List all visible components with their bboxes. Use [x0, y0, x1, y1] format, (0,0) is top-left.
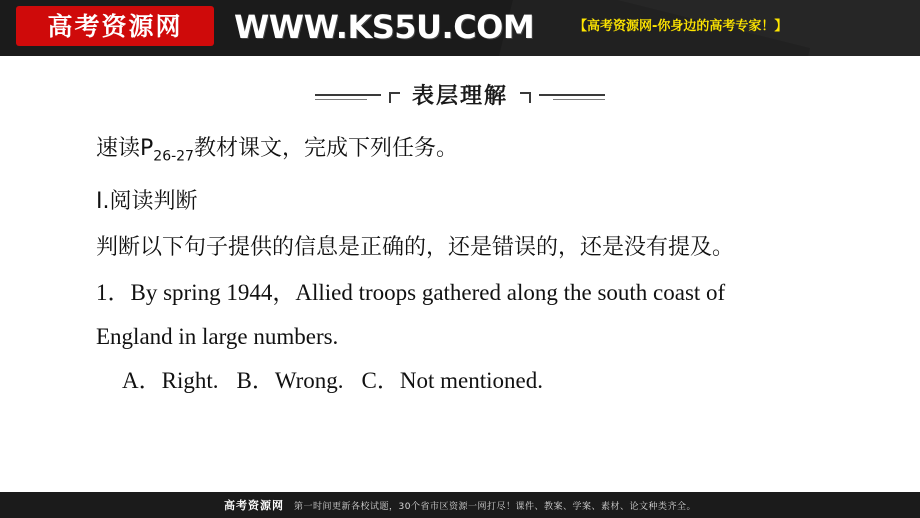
heading-rule-right [539, 94, 605, 100]
question-1-number: 1． [96, 280, 131, 306]
footer-site-name: 高考资源网 [224, 499, 285, 512]
body-text [96, 126, 886, 403]
question-1-text-line2: England in large numbers. [96, 324, 339, 350]
question-1-continued [96, 315, 896, 359]
footer-banner [0, 492, 920, 518]
heading-rule-left [315, 94, 381, 100]
page-content [0, 56, 920, 492]
option-a[interactable]: A．Right. [122, 368, 219, 394]
instruction-prefix: 速读P [96, 136, 154, 161]
site-logo-text: 高考资源网 [47, 11, 183, 41]
site-logo [16, 6, 214, 46]
corner-bracket-left-icon [389, 92, 400, 103]
footer-slogan: 第一时间更新各校试题，30个省市区资源一网打尽！课件、教案、学案、素材、论文种类齐全。 [294, 502, 696, 512]
footer-inner [224, 497, 696, 513]
corner-bracket-right-icon [520, 92, 531, 103]
banner-slogan: 【高考资源网-你身边的高考专家！】 [574, 19, 788, 34]
site-url: WWW.KS5U.COM [234, 8, 535, 46]
part-directions: 判断以下句子提供的信息是正确的，还是错误的，还是没有提及。 [96, 235, 735, 261]
top-banner [0, 0, 920, 56]
section-heading-wrap [315, 82, 605, 112]
option-c[interactable]: C．Not mentioned. [361, 368, 543, 394]
instruction-page-range: 26-27 [153, 148, 194, 165]
section-heading [0, 82, 920, 112]
question-1 [96, 271, 896, 315]
instruction-suffix: 教材课文，完成下列任务。 [193, 136, 458, 161]
option-b[interactable]: B．Wrong. [236, 368, 344, 394]
page-title: 表层理解 [411, 84, 508, 109]
question-1-text-line1: By spring 1944，Allied troops gathered along the south coast of [130, 280, 726, 306]
instruction-line [96, 126, 886, 179]
question-1-options [96, 359, 886, 403]
part-title: Ⅰ.阅读判断 [96, 189, 198, 215]
